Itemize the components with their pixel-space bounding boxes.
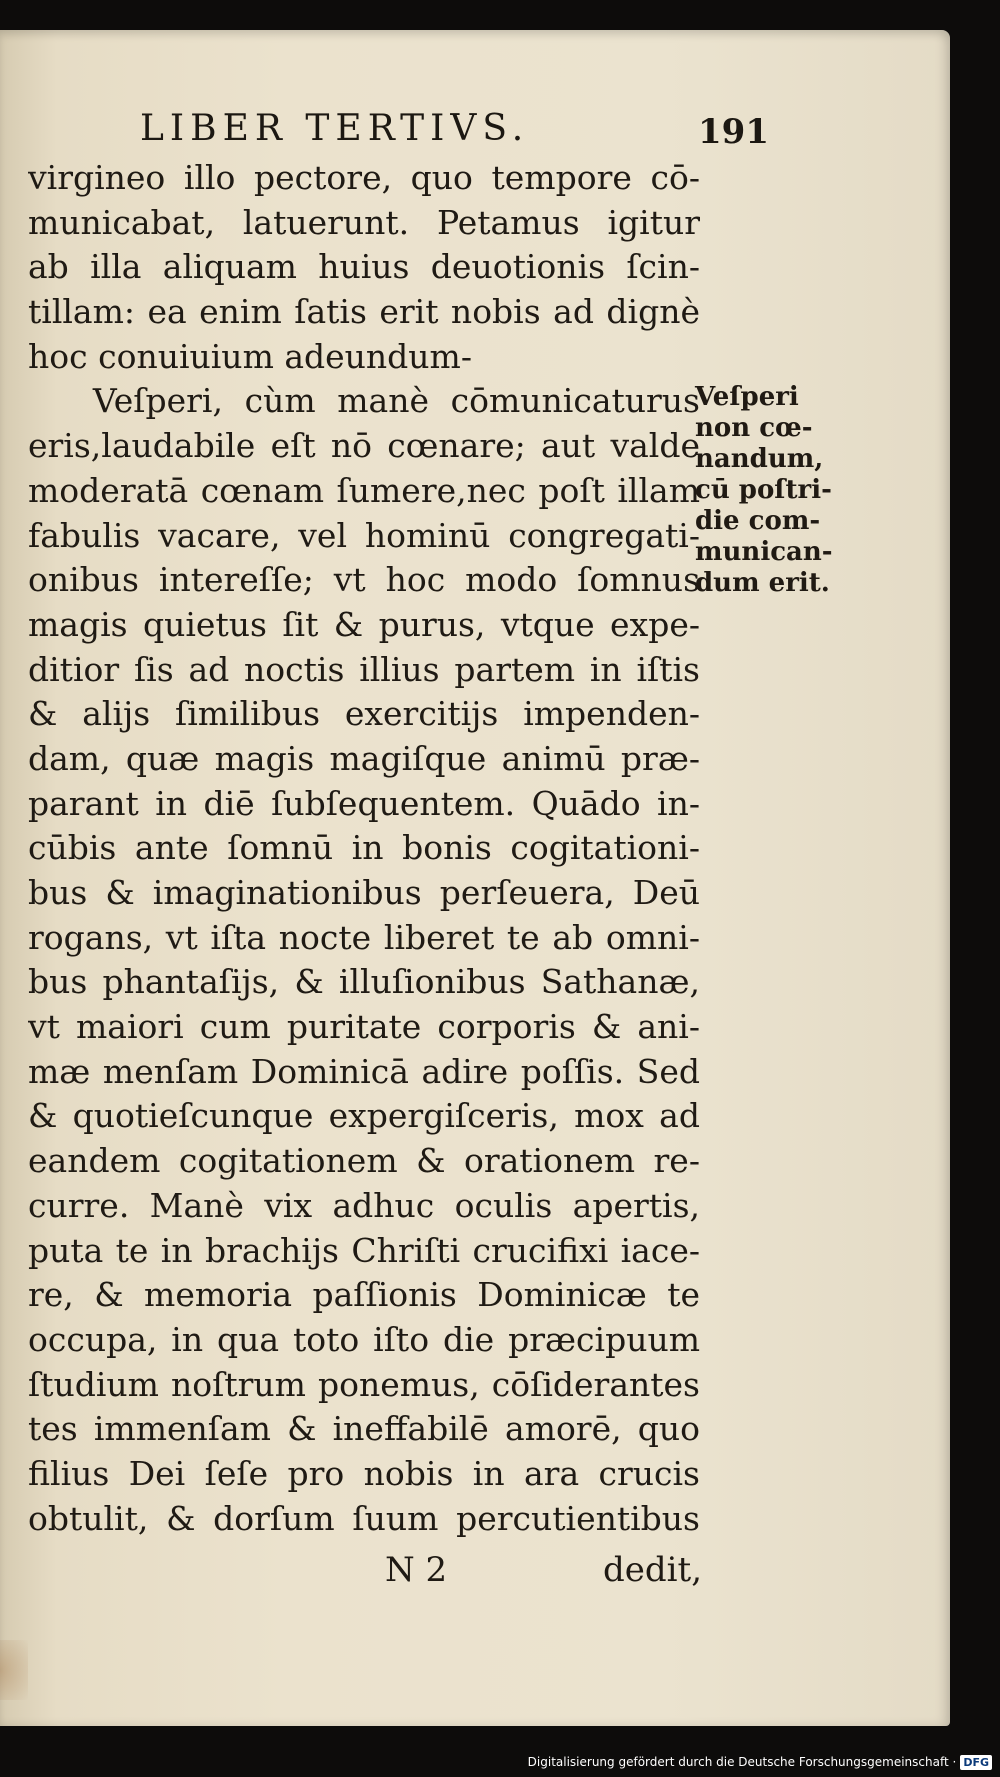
dfg-logo-icon: DFG bbox=[960, 1755, 992, 1770]
digitization-credit: Digitalisierung gefördert durch die Deutsche Forschungsgemeinschaft · bbox=[527, 1755, 957, 1769]
text-line: curre. Manè vix adhuc oculis apertis, bbox=[28, 1185, 700, 1225]
text-line: mæ menſam Dominicā adire poſſis. Sed bbox=[28, 1051, 700, 1091]
marginal-note-line: cū poſtri- bbox=[695, 475, 832, 505]
marginal-note-line: nandum, bbox=[695, 444, 824, 474]
text-line: puta te in brachijs Chriſti crucifixi iace- bbox=[28, 1230, 700, 1270]
page-number: 191 bbox=[698, 112, 769, 152]
text-line: magis quietus ſit & purus, vtque expe- bbox=[28, 604, 700, 644]
body-text bbox=[28, 156, 700, 1541]
text-line: & alijs ſimilibus exercitijs impenden- bbox=[28, 694, 700, 734]
digitization-footer bbox=[528, 1751, 992, 1773]
signature-mark: N 2 bbox=[385, 1550, 448, 1590]
text-line: onibus intereſſe; vt hoc modo ſomnus bbox=[28, 560, 700, 600]
text-line: bus & imaginationibus perſeuera, Deū bbox=[28, 873, 700, 912]
running-head: LIBER TERTIVS. bbox=[140, 108, 530, 149]
text-line: hoc conuiuium adeundum- bbox=[28, 336, 473, 376]
marginal-note bbox=[695, 382, 855, 599]
text-line: bus phantaſijs, & illuſionibus Sathanæ, bbox=[28, 962, 700, 1002]
page-foot bbox=[0, 1550, 700, 1594]
text-line: parant in diē ſubſequentem. Quādo in- bbox=[28, 783, 700, 823]
text-line: cūbis ante ſomnū in bonis cogitationi- bbox=[28, 828, 700, 868]
text-line: ſtudium noſtrum ponemus, cōſiderantes bbox=[28, 1364, 700, 1404]
marginal-note-line: dum erit. bbox=[695, 568, 830, 598]
text-line: re, & memoria paſſionis Dominicæ te bbox=[28, 1275, 700, 1315]
text-line: vt maiori cum puritate corporis & ani- bbox=[28, 1007, 700, 1047]
marginal-note-line: die com- bbox=[695, 506, 821, 536]
text-line: ab illa aliquam huius deuotionis ſcin- bbox=[28, 247, 700, 287]
text-line: virgineo illo pectore, quo tempore cō- bbox=[28, 158, 700, 197]
text-line: dam, quæ magis magiſque animū præ- bbox=[28, 738, 700, 778]
text-line: tillam: ea enim ſatis erit nobis ad dignè bbox=[28, 292, 700, 332]
marginal-note-line: munican- bbox=[695, 537, 833, 567]
text-line: occupa, in qua toto iſto die præcipuum bbox=[28, 1319, 700, 1359]
text-line: eandem cogitationem & orationem re- bbox=[28, 1141, 700, 1181]
text-line: & quotieſcunque expergiſceris, mox ad bbox=[28, 1096, 700, 1136]
text-line: ditior ſis ad noctis illius partem in iſtis bbox=[28, 649, 700, 689]
page-stain bbox=[0, 1640, 28, 1700]
catchword: dedit, bbox=[603, 1550, 702, 1590]
text-line: tes immenſam & ineffabilē amorē, quo bbox=[28, 1409, 700, 1449]
text-line: obtulit, & dorſum ſuum percutientibus bbox=[28, 1498, 700, 1538]
marginal-note-line: Veſperi bbox=[695, 382, 799, 412]
text-line: rogans, vt iſta nocte liberet te ab omni- bbox=[28, 917, 700, 957]
text-line: fabulis vacare, vel hominū congregati- bbox=[28, 515, 700, 555]
text-line: filius Dei ſeſe pro nobis in ara crucis bbox=[28, 1453, 700, 1493]
text-line: Veſperi, cùm manè cōmunicaturus bbox=[28, 381, 700, 421]
text-line: eris,laudabile eſt nō cœnare; aut valde bbox=[28, 426, 700, 466]
text-line: municabat, latuerunt. Petamus igitur bbox=[28, 202, 700, 242]
marginal-note-line: non cœ- bbox=[695, 413, 813, 443]
text-line: moderatā cœnam ſumere,nec poſt illam bbox=[28, 470, 700, 510]
book-page bbox=[0, 30, 950, 1726]
